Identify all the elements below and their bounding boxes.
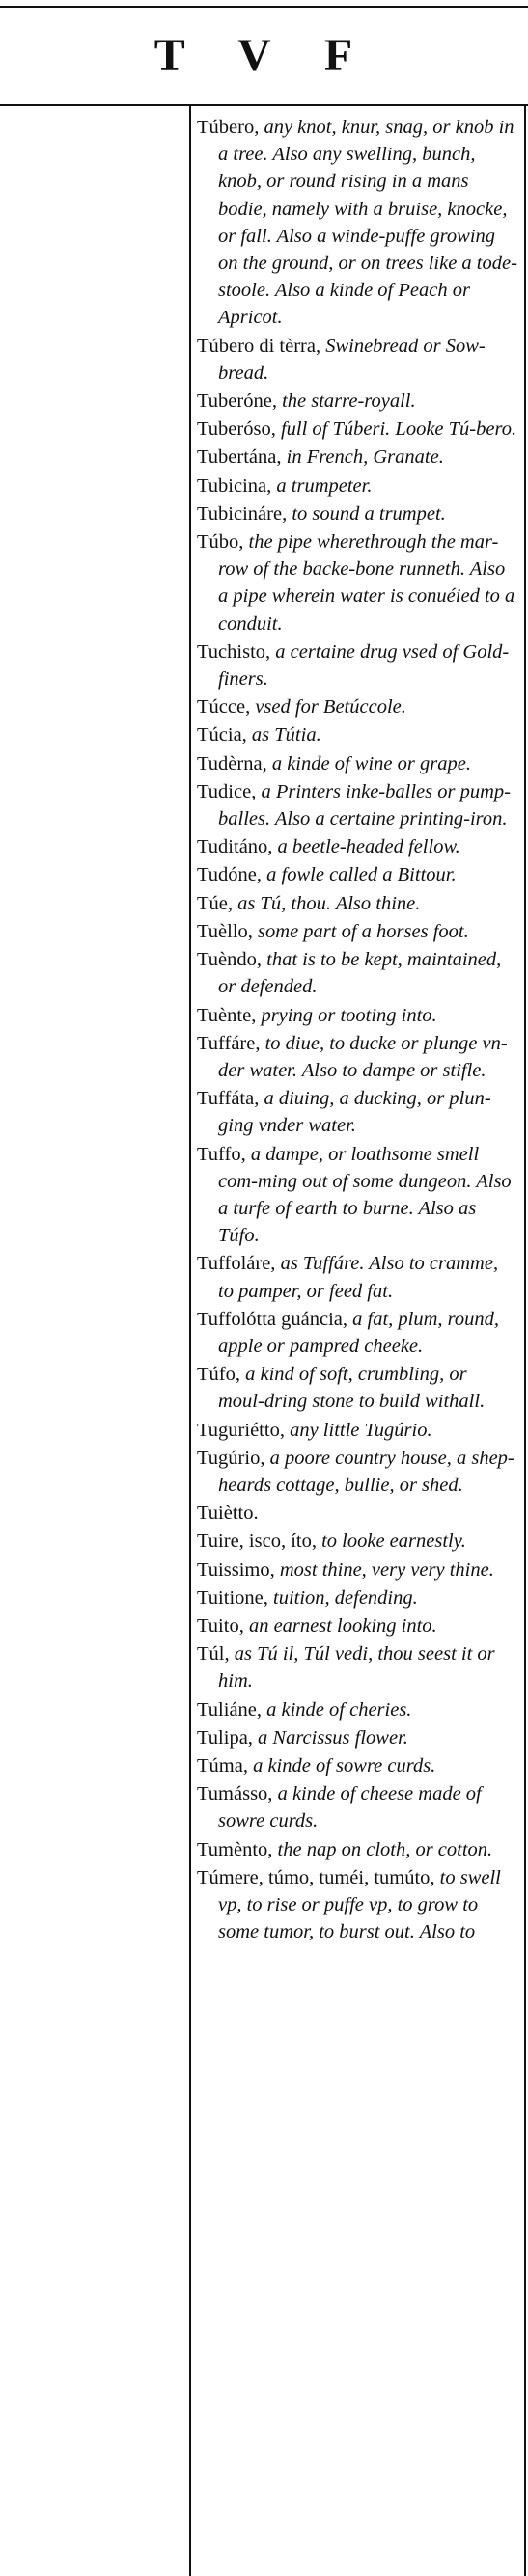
header-bottom-rule	[0, 104, 528, 106]
entry-definition: to swell vp, to rise or puffe vp, to grow to some tumor, to burst out. Also to	[218, 1866, 501, 1943]
entry-definition: to looke earnestly.	[316, 1531, 466, 1553]
entry-headword: Tuguriétto,	[197, 1419, 285, 1441]
entry-definition: any knot, knur, snag, or knob in a tree. Also any swelling, bunch, knob, or round rising in a mans bodie, namely with a bruise, knocke, or fall. Also a winde-puffe growing on the ground, or on trees like a tode-stoole. Also a kinde of Peach or Apricot.	[218, 117, 517, 329]
entry-definition: a beetle-headed fellow.	[272, 836, 460, 858]
entry-definition: to diue, to ducke or plunge vn-der water. Also to dampe or stifle.	[218, 1032, 508, 1081]
entry-definition: a kinde of cheese made of sowre curds.	[218, 1783, 482, 1832]
dictionary-entry	[197, 1557, 517, 1584]
entry-definition: Swinebread or Sow-bread.	[218, 335, 486, 384]
dictionary-entry	[197, 1085, 517, 1139]
entry-headword: Tuffáre,	[197, 1032, 261, 1054]
entry-definition: a dampe, or loathsome smell com-ming out of some dungeon. Also a turfe of earth to burne. Also as Túfo.	[218, 1143, 512, 1247]
entry-definition: a kinde of sowre curds.	[247, 1754, 436, 1776]
entry-headword: Túfo,	[197, 1364, 240, 1386]
entry-headword: Tuffoláre,	[197, 1253, 276, 1275]
entry-definition: as Tú, thou. Also thine.	[233, 892, 421, 914]
dictionary-entry	[197, 1417, 517, 1444]
dictionary-entry	[197, 833, 517, 860]
dictionary-entry	[197, 1500, 517, 1527]
dictionary-entry	[197, 416, 517, 443]
entry-headword: Tuèllo,	[197, 920, 253, 942]
entry-headword: Tuèndo,	[197, 949, 263, 971]
dictionary-entry	[197, 750, 517, 777]
entry-headword: Tuito,	[197, 1614, 244, 1637]
entry-definition: full of Túberi. Looke Tú-bero.	[275, 419, 517, 441]
entry-definition: a poore country house, a shep-heards cottage, bullie, or shed.	[218, 1447, 514, 1496]
entry-headword: Tulipa,	[197, 1726, 253, 1749]
entry-column	[197, 114, 517, 1946]
dictionary-entry	[197, 1780, 517, 1834]
entry-definition: a kinde of wine or grape.	[266, 752, 471, 774]
dictionary-entry	[197, 501, 517, 528]
entry-headword: Túbo,	[197, 531, 244, 554]
entry-definition: a kinde of cheries.	[262, 1698, 412, 1721]
entry-headword: Tubicináre,	[197, 502, 288, 525]
entry-headword: Tuditáno,	[197, 836, 273, 858]
dictionary-entry	[197, 1752, 517, 1779]
entry-definition: a fowle called a Bittour.	[262, 864, 457, 886]
entry-headword: Tuitione,	[197, 1586, 268, 1609]
dictionary-entry	[197, 1836, 517, 1863]
entry-definition: a diuing, a ducking, or plun-ging vnder water.	[218, 1088, 491, 1137]
entry-definition: the pipe wherethrough the mar-row of the backe-bone runneth. Also a pipe wherein water is conuéied to a conduit.	[218, 531, 515, 635]
entry-headword: Túbero,	[197, 117, 260, 138]
entry-headword: Túcia,	[197, 724, 247, 746]
entry-headword: Túmere, túmo, tuméi, tumúto,	[197, 1866, 435, 1888]
entry-definition: a fat, plum, round, apple or pampred cheeke.	[218, 1308, 499, 1357]
column-left-rule	[189, 104, 191, 2576]
dictionary-entry	[197, 918, 517, 945]
entry-definition: an earnest looking into.	[243, 1614, 437, 1637]
entry-definition: a trumpeter.	[271, 475, 373, 497]
entry-headword: Tugúrio,	[197, 1447, 265, 1469]
dictionary-entry	[197, 1864, 517, 1946]
dictionary-entry	[197, 1724, 517, 1751]
entry-headword: Tuchisto,	[197, 640, 271, 663]
dictionary-entry	[197, 114, 517, 332]
column-right-rule	[524, 104, 526, 2576]
entry-headword: Tubicina,	[197, 475, 272, 497]
entry-definition: in French, Granate.	[281, 447, 444, 469]
dictionary-entry	[197, 778, 517, 832]
entry-definition: the nap on cloth, or cotton.	[272, 1838, 493, 1860]
entry-headword: Tuliáne,	[197, 1698, 263, 1721]
dictionary-entry	[197, 946, 517, 1000]
entry-headword: Túbero di tèrra,	[197, 335, 321, 357]
page-header	[0, 12, 528, 98]
entry-definition: that is to be kept, maintained, or defended.	[218, 949, 502, 998]
dictionary-entry	[197, 638, 517, 692]
entry-headword: Tuffo,	[197, 1143, 246, 1165]
entry-definition: any little Tugúrio.	[284, 1419, 432, 1441]
dictionary-entry	[197, 1361, 517, 1415]
entry-headword: Tuberóne,	[197, 391, 277, 413]
entry-headword: Túl,	[197, 1643, 230, 1666]
dictionary-entry	[197, 721, 517, 748]
dictionary-entry	[197, 1445, 517, 1499]
entry-headword: Tumènto,	[197, 1838, 273, 1860]
dictionary-entry	[197, 1306, 517, 1360]
entry-headword: Tudice,	[197, 780, 257, 802]
entry-definition: as Tútia.	[246, 724, 321, 746]
entry-definition: most thine, very very thine.	[274, 1559, 494, 1581]
entry-definition: vsed for Betúccole.	[250, 696, 406, 719]
entry-headword: Túcce,	[197, 696, 251, 719]
dictionary-entry	[197, 1250, 517, 1304]
dictionary-entry	[197, 1528, 517, 1555]
entry-definition: the starre-royall.	[276, 391, 416, 413]
dictionary-entry	[197, 1585, 517, 1612]
dictionary-entry	[197, 529, 517, 637]
entry-headword: Tuissimo,	[197, 1559, 275, 1581]
dictionary-entry	[197, 693, 517, 720]
dictionary-entry	[197, 473, 517, 500]
dictionary-entry	[197, 1002, 517, 1029]
dictionary-entry	[197, 1696, 517, 1723]
entry-definition: as Tuffáre. Also to cramme, to pamper, or feed fat.	[218, 1253, 499, 1302]
entry-headword: Tubertána,	[197, 447, 282, 469]
entry-headword: Tuffolótta guáncia,	[197, 1308, 348, 1330]
dictionary-entry	[197, 890, 517, 917]
running-head: T V F	[153, 30, 375, 81]
dictionary-entry	[197, 333, 517, 387]
entry-definition: prying or tooting into.	[256, 1004, 437, 1026]
dictionary-entry	[197, 1030, 517, 1084]
entry-headword: Túma,	[197, 1754, 248, 1776]
dictionary-entry	[197, 1641, 517, 1695]
entry-definition: as Tú il, Túl vedi, thou seest it or him.	[218, 1643, 495, 1693]
header-top-rule	[0, 6, 528, 8]
dictionary-entry	[197, 1613, 517, 1640]
entry-headword: Tuènte,	[197, 1004, 257, 1026]
entry-definition: some part of a horses foot.	[252, 920, 469, 942]
dictionary-entry	[197, 388, 517, 415]
entry-definition: to sound a trumpet.	[287, 502, 446, 525]
entry-headword: Túe,	[197, 892, 233, 914]
entry-definition: a Printers inke-balles or pump-balles. Also a certaine printing-iron.	[218, 780, 511, 830]
entry-headword: Tumásso,	[197, 1783, 273, 1805]
entry-headword: Tuffáta,	[197, 1088, 260, 1110]
entry-headword: Tudóne,	[197, 864, 263, 886]
entry-headword: Tuire, isco, íto,	[197, 1531, 317, 1553]
dictionary-entry	[197, 444, 517, 471]
dictionary-entry	[197, 861, 517, 888]
entry-headword: Tudèrna,	[197, 752, 267, 774]
entry-definition: tuition, defending.	[267, 1586, 418, 1609]
entry-definition: a kind of soft, crumbling, or moul-dring stone to build withall.	[218, 1364, 486, 1413]
entry-headword: Tuberóso,	[197, 419, 276, 441]
entry-definition: a Narcissus flower.	[252, 1726, 408, 1749]
dictionary-entry	[197, 1141, 517, 1250]
entry-definition: a certaine drug vsed of Gold-finers.	[218, 640, 510, 691]
entry-headword: Tuiètto.	[197, 1503, 259, 1525]
